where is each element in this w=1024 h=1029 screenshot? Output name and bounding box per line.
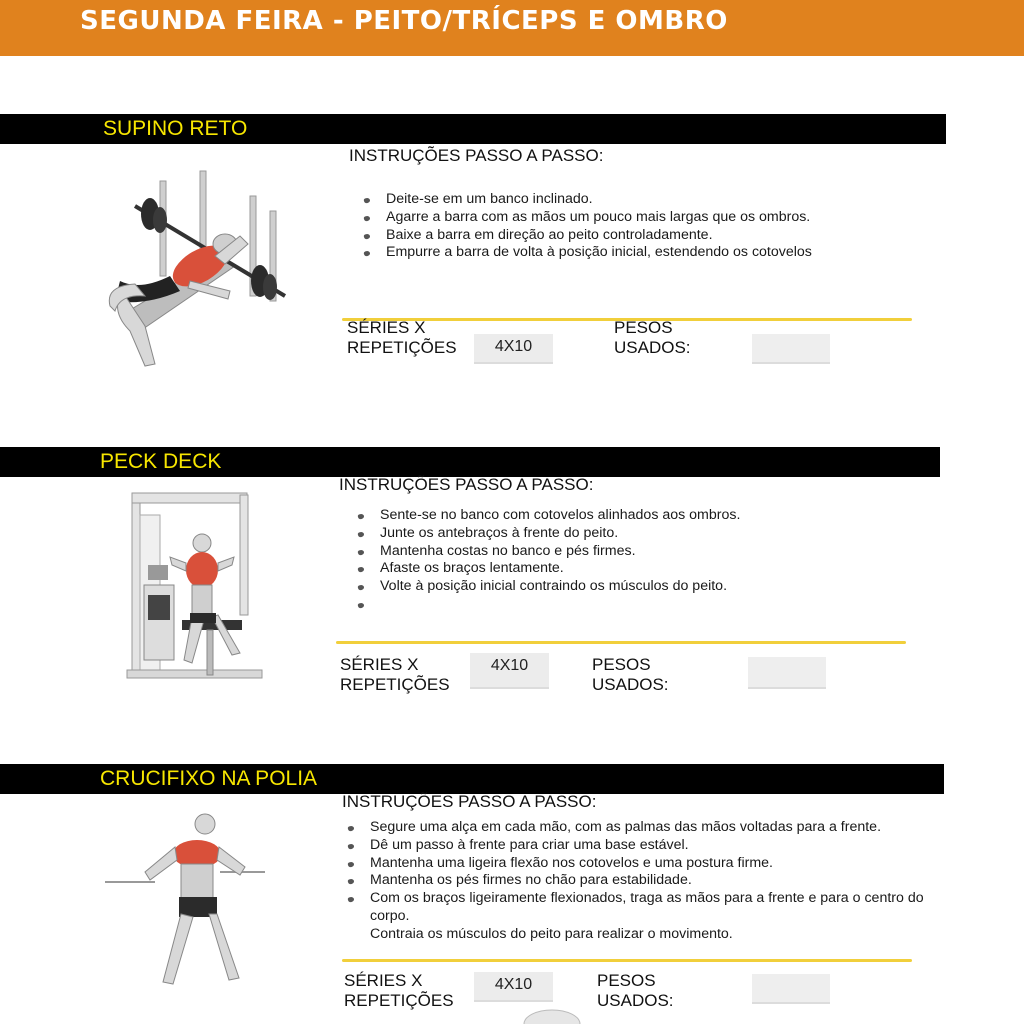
step-text: Agarre a barra com as mãos um pouco mais largas que os ombros. [386, 208, 811, 225]
bullet-icon [363, 215, 370, 222]
partial-illustration-icon [522, 1008, 582, 1029]
step-text: Afaste os braços lentamente. [380, 560, 564, 577]
list-item [364, 227, 964, 245]
list-item [364, 209, 964, 227]
list-item [358, 560, 958, 578]
bullet-icon [363, 233, 370, 240]
exercise-section-crucifixo-na-polia [0, 764, 1024, 1024]
step-text: Mantenha os pés firmes no chão para estabilidade. [370, 872, 692, 889]
sets-label-line2: REPETIÇÕES [344, 991, 454, 1010]
step-text: Segure uma alça em cada mão, com as palmas das mãos voltadas para a frente. [370, 819, 882, 835]
list-item [358, 543, 958, 561]
bullet-icon [363, 251, 370, 258]
bullet-icon [347, 825, 354, 832]
sets-label-line2: REPETIÇÕES [340, 675, 450, 694]
sets-label [347, 318, 457, 358]
step-text: Junte os antebraços à frente do peito. [380, 524, 619, 541]
step-text: Sente-se no banco com cotovelos alinhados aos ombros. [380, 507, 741, 523]
list-item [364, 244, 964, 262]
sets-label [340, 655, 450, 695]
weights-value-field[interactable] [752, 334, 830, 364]
bullet-icon [357, 513, 364, 520]
step-text: Deite-se em um banco inclinado. [386, 191, 593, 207]
weights-label-line1: PESOS [614, 318, 673, 337]
page-title: SEGUNDA FEIRA - PEITO/TRÍCEPS E OMBRO [80, 6, 728, 36]
peck-deck-machine-illustration-icon [122, 485, 267, 705]
weights-label [614, 318, 691, 358]
bullet-icon [357, 567, 364, 574]
step-text: Baixe a barra em direção ao peito controladamente. [386, 226, 713, 243]
exercise-name: PECK DECK [100, 450, 222, 473]
bullet-icon [363, 197, 370, 204]
list-item [358, 596, 958, 614]
list-item [348, 819, 958, 837]
instructions-title: INSTRUÇÕES PASSO A PASSO: [339, 475, 594, 494]
weights-value-field[interactable] [748, 657, 826, 689]
divider-line [336, 641, 906, 644]
step-text: Com os braços ligeiramente flexionados, traga as mãos para a frente e para o centro do corpo. [370, 890, 924, 924]
sets-value-field[interactable]: 4X10 [474, 334, 553, 364]
list-item [358, 578, 958, 596]
sets-value-field[interactable]: 4X10 [470, 653, 549, 689]
exercise-name-bar [0, 447, 940, 477]
sets-label-line1: SÉRIES X [344, 971, 423, 990]
sets-label-line1: SÉRIES X [347, 318, 426, 337]
weights-label-line1: PESOS [592, 655, 651, 674]
list-item [348, 890, 958, 926]
bullet-icon [357, 602, 364, 609]
list-item [348, 926, 958, 944]
bullet-icon [357, 549, 364, 556]
step-text: Contraia os músculos do peito para realizar o movimento. [370, 925, 733, 942]
bench-press-illustration-icon [100, 166, 300, 376]
list-item [348, 855, 958, 873]
instructions-list [364, 191, 964, 262]
weights-value-field[interactable] [752, 974, 830, 1004]
weights-label [592, 655, 669, 695]
exercise-name: CRUCIFIXO NA POLIA [100, 767, 318, 790]
list-item [358, 525, 958, 543]
page-header [0, 0, 1024, 56]
list-item [348, 872, 958, 890]
exercise-name-bar [0, 764, 944, 794]
step-text: Dê um passo à frente para criar uma base estável. [370, 836, 689, 853]
weights-label-line2: USADOS: [614, 338, 691, 357]
bullet-icon [347, 896, 354, 903]
step-text: Volte à posição inicial contraindo os músculos do peito. [380, 578, 728, 595]
bullet-icon [357, 584, 364, 591]
bullet-icon [347, 879, 354, 886]
instructions-title: INSTRUÇÕES PASSO A PASSO: [342, 792, 597, 811]
cable-crossover-illustration-icon [105, 812, 270, 995]
exercise-section-peck-deck [0, 447, 1024, 747]
sets-label [344, 971, 454, 1011]
step-text: Empurre a barra de volta à posição inicial, estendendo os cotovelos [386, 244, 812, 261]
sets-label-line1: SÉRIES X [340, 655, 419, 674]
step-text: Mantenha costas no banco e pés firmes. [380, 542, 636, 559]
bullet-icon [357, 531, 364, 538]
instructions-list [358, 507, 958, 614]
weights-label-line2: USADOS: [597, 991, 674, 1010]
sets-value-field[interactable]: 4X10 [474, 972, 553, 1002]
list-item [358, 507, 958, 525]
weights-label-line1: PESOS [597, 971, 656, 990]
list-item [348, 837, 958, 855]
bullet-icon [347, 861, 354, 868]
exercise-section-supino-reto [0, 114, 1024, 414]
exercise-name-bar [0, 114, 946, 144]
bullet-icon [347, 843, 354, 850]
step-text: Mantenha uma ligeira flexão nos cotovelos e uma postura firme. [370, 854, 773, 871]
instructions-list [348, 819, 958, 944]
exercise-name: SUPINO RETO [103, 117, 248, 140]
weights-label-line2: USADOS: [592, 675, 669, 694]
weights-label [597, 971, 674, 1011]
list-item [364, 191, 964, 209]
sets-label-line2: REPETIÇÕES [347, 338, 457, 357]
instructions-title: INSTRUÇÕES PASSO A PASSO: [349, 146, 604, 165]
divider-line [342, 959, 912, 962]
